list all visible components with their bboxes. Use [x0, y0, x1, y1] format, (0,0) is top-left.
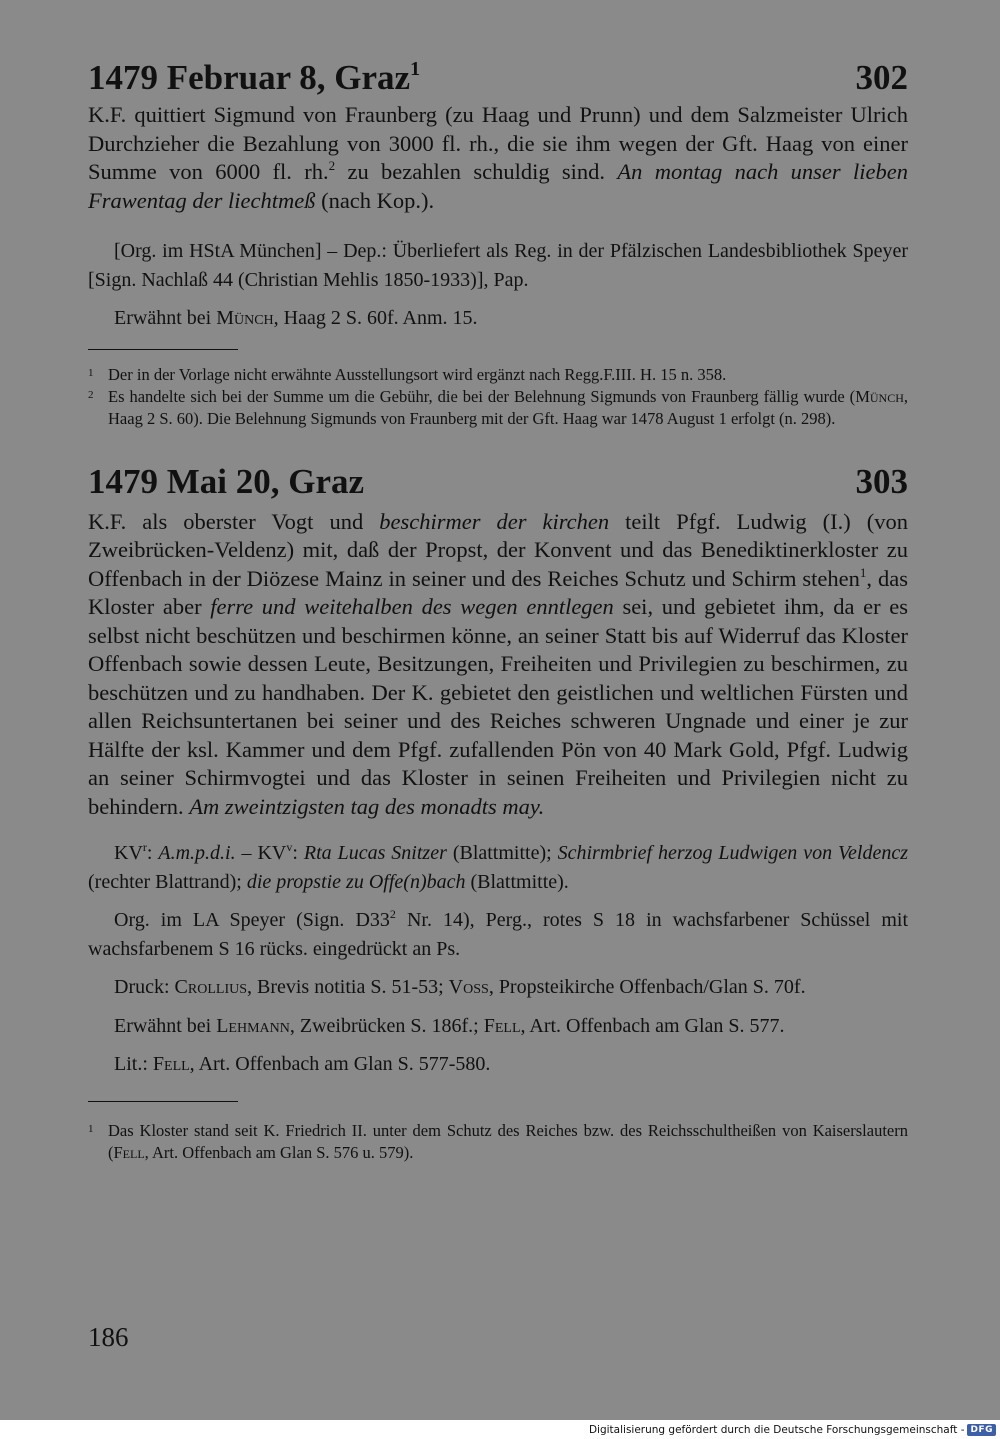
funding-text: Digitalisierung gefördert durch die Deutsche Forschungsgemeinschaft - [588, 1423, 965, 1436]
page-number: 186 [88, 1322, 129, 1352]
entry-303-original: Org. im LA Speyer (Sign. $D33^2$ Nr. 14), Perg., rotes S 18 in wachsfarbener Schüssel mit wachsfarbenem S 16 rücks. eingedrückt an Ps. [88, 907, 909, 960]
entry-303-number: 303 [855, 461, 908, 501]
funding-footer [589, 1420, 996, 1439]
entry-302-footnote-1: 1 Der in der Vorlage nicht erwähnte Ausstellungsort wird ergänzt nach Regg.F.III. H. 15 n. 358. [88, 364, 727, 384]
page-content [88, 58, 908, 1164]
dfg-logo-icon: DFG [967, 1424, 996, 1436]
entry-302-tradition: [Org. im HStA München] – Dep.: Überliefert als Reg. in der Pfälzischen Landesbibliothek Speyer [Sign. Nachlaß 44 (Christian Mehlis 1850-1933)], Pap. [88, 240, 908, 291]
entry-303-literature: Lit.: Fell, Art. Offenbach am Glan S. 577-580. [114, 1053, 491, 1075]
entry-302-date: 1479 Februar 8, Graz$^1$ [88, 58, 421, 97]
entry-303-heading [88, 462, 908, 502]
footnote-rule-303 [88, 1101, 238, 1102]
entry-303-print: Druck: Crollius, Brevis notitia S. 51-53; Voss, Propsteikirche Offenbach/Glan S. 70f. [114, 976, 806, 998]
entry-302-footnote-2: 2 Es handelte sich bei der Summe um die Gebühr, die bei der Belehnung Sigmunds von Fraunberg fällig wurde (Münch, Haag 2 S. 60). Die Belehnung Sigmunds von Fraunberg mit der Gft. Haag war 1478 August 1 erfolgt (n. 298). [88, 386, 908, 428]
entry-303-date: 1479 Mai 20, Graz [88, 461, 365, 501]
entry-302-number: 302 [855, 58, 908, 97]
footnote-rule-302 [88, 349, 238, 350]
entry-303-footnote-1: 1 Das Kloster stand seit K. Friedrich II. unter dem Schutz des Reiches bzw. des Reichsschultheißen von Kaiserslautern (Fell, Art. Offenbach am Glan S. 576 u. 579). [88, 1120, 908, 1162]
entry-303-regest: K.F. als oberster Vogt und beschirmer der kirchen teilt Pfgf. Ludwig (I.) (von Zweibrücken-Veldenz) mit, daß der Propst, der Konvent und das Benediktinerkloster zu Offenbach in der Diözese Mainz in seiner und des Reiches Schutz und Schirm stehen$^1$, das Kloster aber ferre und weitehalben des wegen enntlegen sei, und gebietet ihm, da er es selbst nicht beschützen und beschirmen könne, an seiner Statt bis auf Widerruf das Kloster Offenbach sowie dessen Leute, Besitzungen, Freiheiten und Privilegien zu beschirmen, zu beschützen und zu handhaben. Der K. gebietet den geistlichen und weltlichen Fürsten und allen Reichsuntertanen bei seiner und des Reiches schweren Ungnade und einer je zur Hälfte der ksl. Kammer und dem Pfgf. zufallenden Pön von 40 Mark Gold, Pfgf. Ludwig an seiner Schirmvogtei und das Kloster in seinen Freiheiten und Privilegien nicht zu behindern. Am zweintzigsten tag des monadts may. [88, 508, 908, 819]
entry-303-dorsal-notes: $KV^r$: A.m.p.d.i. – $KV^v$: Rta Lucas Snitzer (Blattmitte); Schirmbrief herzog Ludwigen von Veldencz (rechter Blattrand); die propstie zu Offe(n)bach (Blattmitte). [88, 840, 908, 893]
entry-302-mention: Erwähnt bei Münch, Haag 2 S. 60f. Anm. 15. [114, 307, 478, 329]
entry-302-heading [88, 58, 908, 98]
entry-303-mention: Erwähnt bei Lehmann, Zweibrücken S. 186f.; Fell, Art. Offenbach am Glan S. 577. [114, 1014, 785, 1037]
entry-302-regest: K.F. quittiert Sigmund von Fraunberg (zu Haag und Prunn) und dem Salzmeister Ulrich Durchzieher die Bezahlung von 3000 fl. rh., die sie ihm wegen der Gft. Haag von einer Summe von 6000 fl. rh.$^2$ zu bezahlen schuldig sind. An montag nach unser lieben Frawentag der liechtmeß (nach Kop.). [88, 102, 908, 213]
